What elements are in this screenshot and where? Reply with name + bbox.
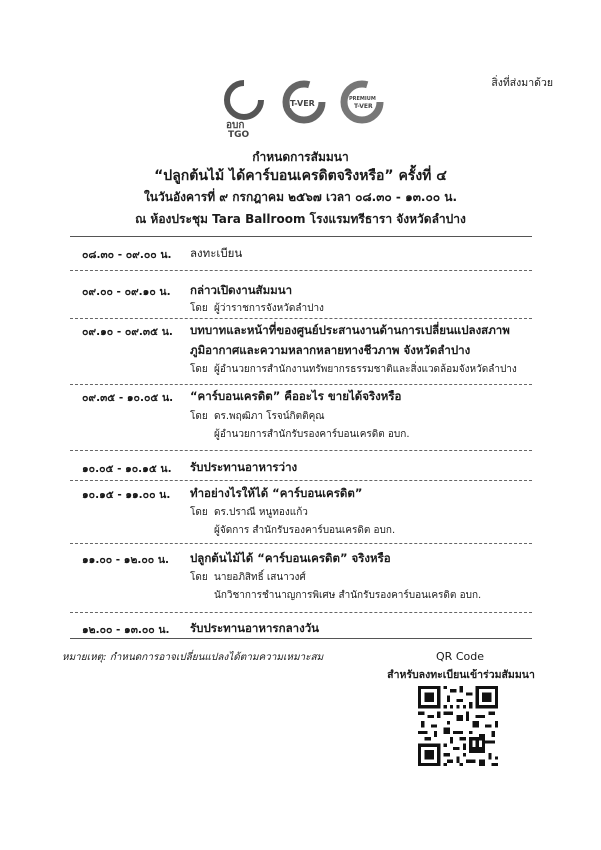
seminar-date: ในวันอังคารที่ ๙ กรกฎาคม ๒๕๖๗ เวลา ๐๘.๓๐ - ๑๓.๐๐ น.	[143, 190, 458, 204]
schedule-time: ๐๙.๐๐ - ๐๙.๑๐ น.	[82, 286, 171, 298]
schedule-topic: “คาร์บอนเครดิต” คืออะไร ขายได้จริงหรือ	[190, 389, 402, 403]
schedule-speaker	[190, 409, 325, 424]
footnote: หมายเหตุ: กำหนดการอาจเปลี่ยนแปลงได้ตามความเหมาะสม	[62, 652, 324, 663]
schedule-topic: รับประทานอาหารว่าง	[190, 460, 298, 474]
speaker-name: ผู้ว่าราชการจังหวัดลำปาง	[214, 303, 324, 314]
divider	[70, 480, 532, 481]
speaker-role: นักวิชาการชำนาญการพิเศษ สำนักรับรองคาร์บอนเครดิต อบก.	[214, 590, 482, 601]
schedule-topic: กล่าวเปิดงานสัมมนา	[190, 283, 293, 297]
logo-group	[222, 80, 392, 142]
divider	[70, 236, 532, 237]
schedule-topic: ลงทะเบียน	[190, 246, 243, 260]
qr-title: QR Code	[436, 650, 484, 663]
schedule-speaker	[190, 570, 306, 585]
speaker-name: ดร.ปราณี หนูทองแก้ว	[214, 507, 308, 518]
by-label: โดย	[190, 411, 208, 422]
agenda-label: กำหนดการสัมมนา	[252, 150, 349, 164]
schedule-speaker	[190, 362, 517, 377]
by-label: โดย	[190, 507, 208, 518]
schedule-topic-line2: ภูมิอากาศและความหลากหลายทางชีวภาพ จังหวัดลำปาง	[190, 343, 471, 357]
attachment-note: สิ่งที่ส่งมาด้วย	[491, 77, 553, 89]
divider	[70, 384, 532, 385]
speaker-role: ผู้จัดการ สำนักรับรองคาร์บอนเครดิต อบก.	[214, 525, 396, 536]
seminar-title: “ปลูกต้นไม้ ได้คาร์บอนเครดิตจริงหรือ” ครั้งที่ ๔	[154, 168, 447, 184]
premium-tver-text: T-VER	[354, 103, 373, 110]
divider	[70, 543, 532, 544]
qr-code-icon[interactable]	[418, 686, 498, 766]
by-label: โดย	[190, 364, 208, 375]
schedule-topic: รับประทานอาหารกลางวัน	[190, 621, 320, 635]
speaker-name: นายอภิสิทธิ์ เสนาวงศ์	[214, 572, 306, 583]
schedule-time: ๐๙.๑๐ - ๐๙.๓๕ น.	[82, 326, 173, 338]
by-label: โดย	[190, 303, 208, 314]
schedule-time: ๐๙.๓๕ - ๑๐.๐๕ น.	[82, 392, 174, 404]
tver-text: T-VER	[290, 99, 315, 108]
divider	[70, 270, 532, 271]
schedule-time: ๑๐.๑๕ - ๑๑.๐๐ น.	[82, 489, 171, 501]
tgo-text-thai: อบก	[226, 120, 245, 131]
qr-caption: สำหรับลงทะเบียนเข้าร่วมสัมมนา	[387, 669, 535, 681]
schedule-topic: ทำอย่างไรให้ได้ “คาร์บอนเครดิต”	[190, 486, 363, 500]
divider	[70, 612, 532, 613]
schedule-speaker	[190, 505, 308, 520]
tgo-text-en: TGO	[228, 130, 250, 140]
divider	[70, 450, 532, 451]
schedule-speaker	[190, 301, 324, 316]
schedule-topic-line1: บทบาทและหน้าที่ของศูนย์ประสานงานด้านการเปลี่ยนแปลงสภาพ	[190, 323, 510, 337]
seminar-venue: ณ ห้องประชุม Tara Ballroom โรงแรมทรีธารา จังหวัดลำปาง	[135, 212, 466, 226]
schedule-topic: ปลูกต้นไม้ได้ “คาร์บอนเครดิต” จริงหรือ	[190, 551, 391, 565]
divider	[70, 638, 532, 639]
schedule-time: ๑๐.๐๕ - ๑๐.๑๕ น.	[82, 463, 172, 475]
speaker-name: ผู้อำนวยการสำนักงานทรัพยากรธรรมชาติและสิ่งแวดล้อมจังหวัดลำปาง	[214, 364, 517, 375]
schedule-time: ๑๑.๐๐ - ๑๒.๐๐ น.	[82, 554, 170, 566]
premium-text: PREMIUM	[349, 96, 376, 102]
schedule-time: ๐๘.๓๐ - ๐๙.๐๐ น.	[82, 249, 172, 261]
divider	[70, 318, 532, 319]
speaker-name: ดร.พฤฒิภา โรจน์กิตติคุณ	[214, 411, 325, 422]
schedule-time: ๑๒.๐๐ - ๑๓.๐๐ น.	[82, 624, 170, 636]
by-label: โดย	[190, 572, 208, 583]
speaker-role: ผู้อำนวยการสำนักรับรองคาร์บอนเครดิต อบก.	[214, 429, 410, 440]
